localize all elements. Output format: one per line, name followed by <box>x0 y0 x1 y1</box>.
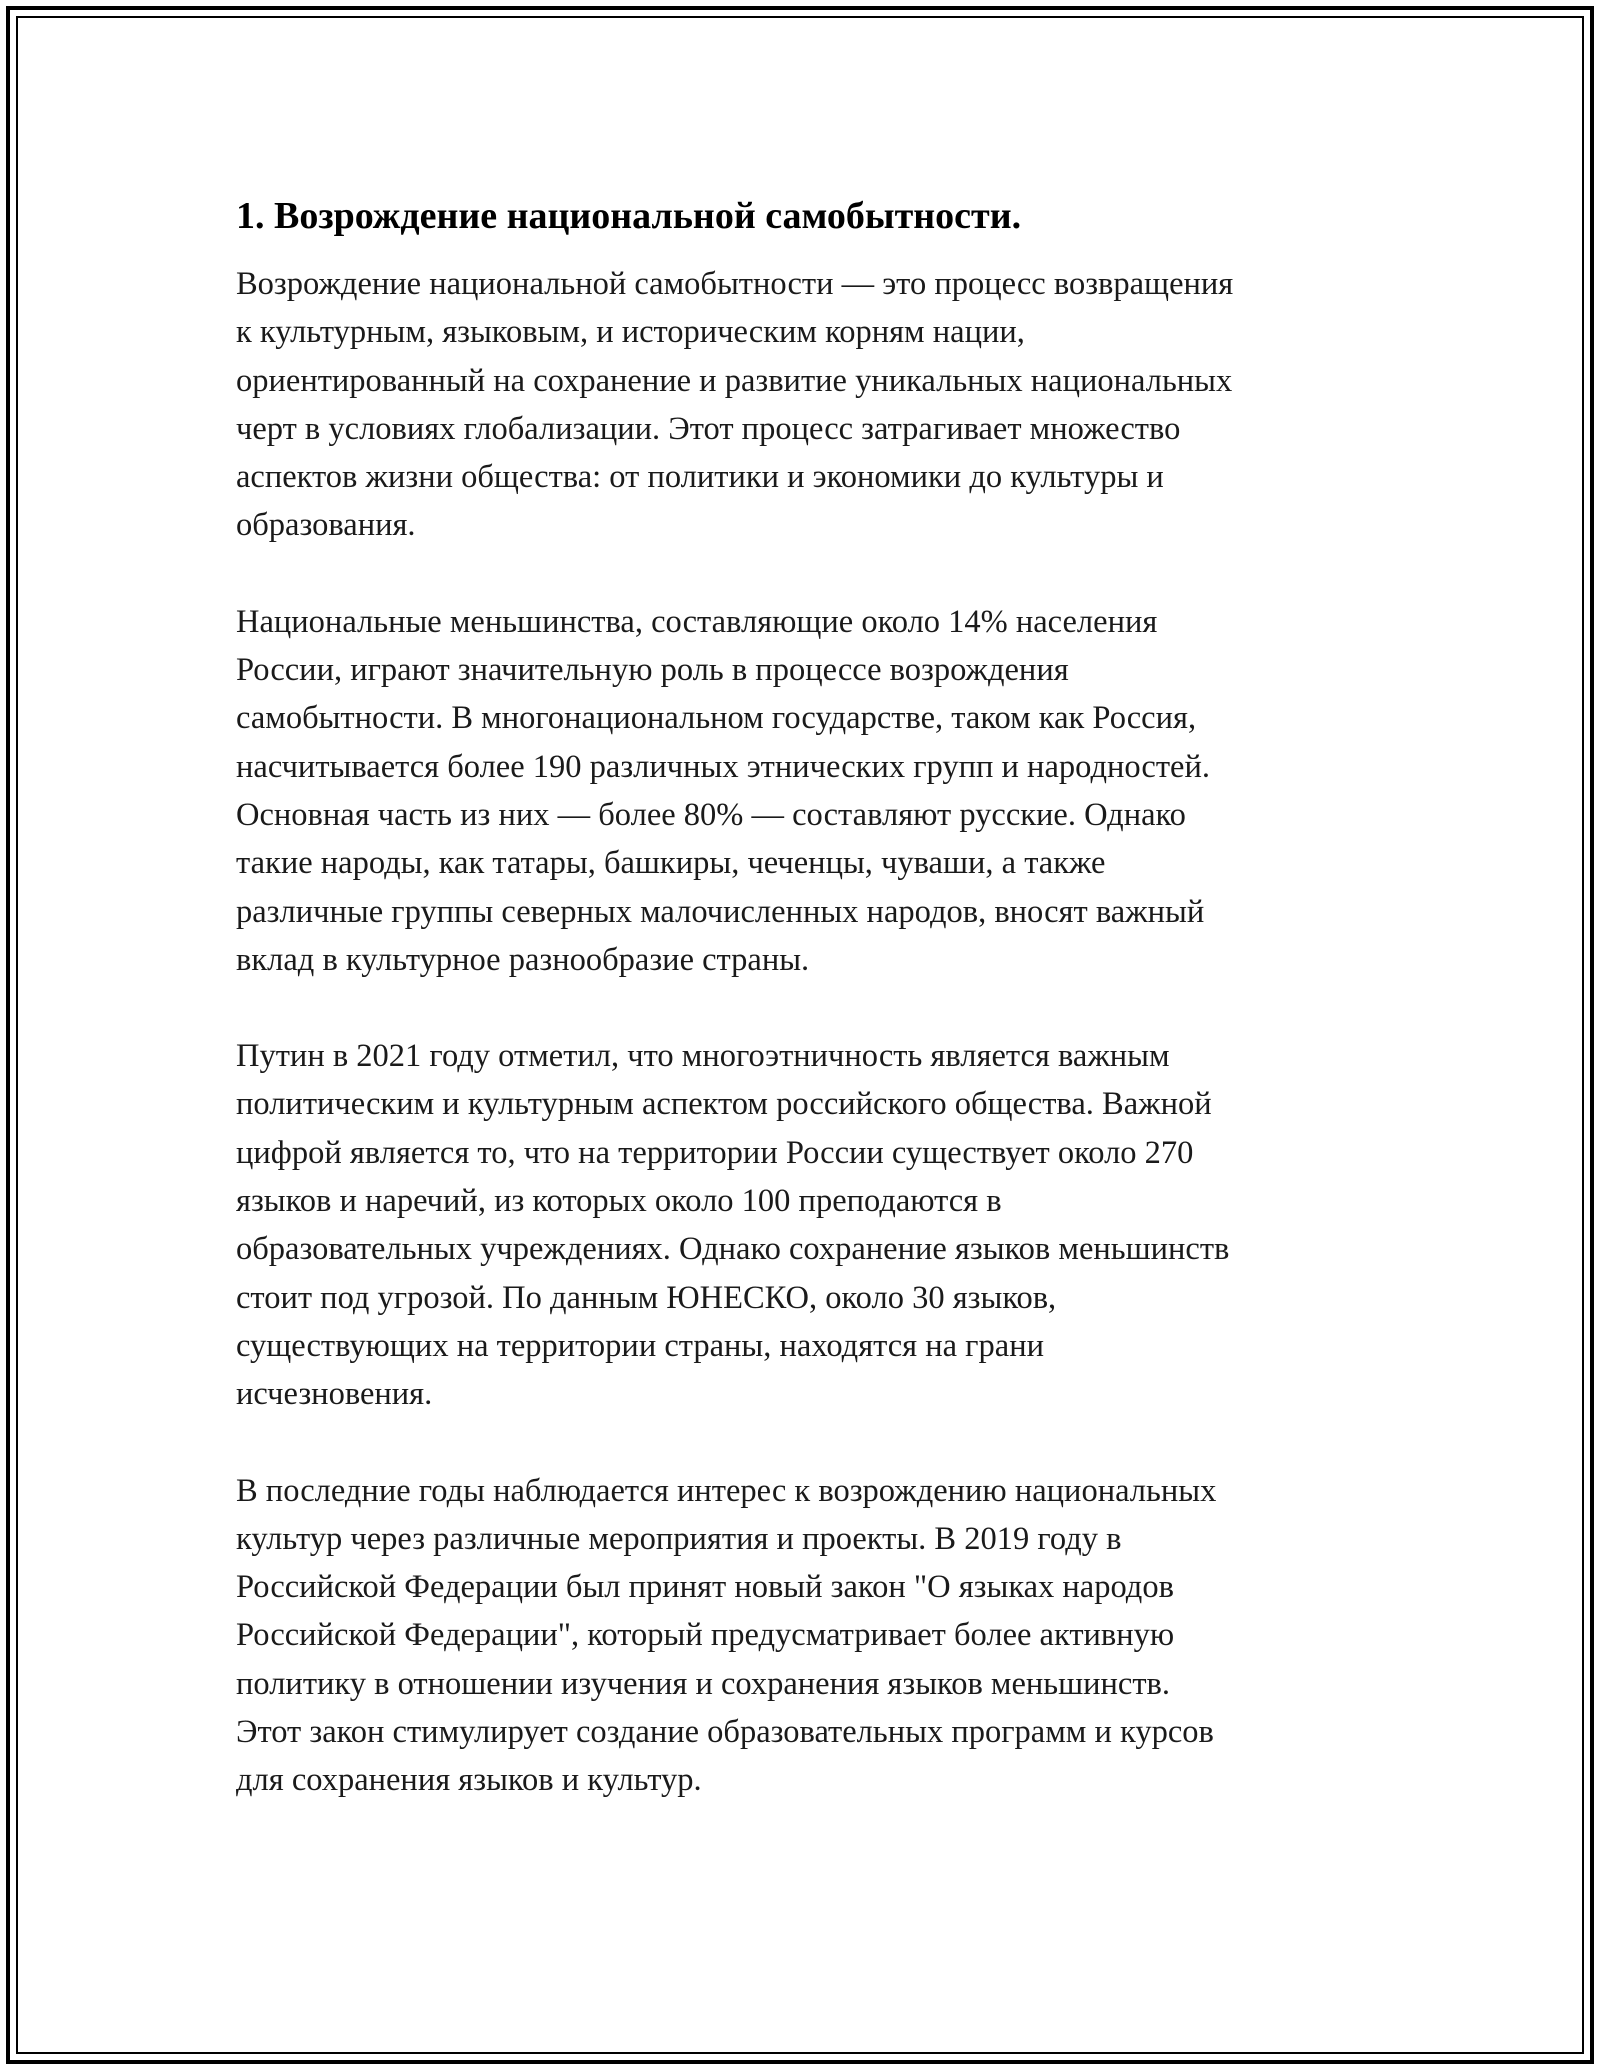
paragraph-line: стоит под угрозой. По данным ЮНЕСКО, около 30 языков, <box>236 1279 1057 1316</box>
paragraph-line: Основная часть из них — более 80% — составляют русские. Однако <box>236 796 1186 833</box>
paragraph-line: исчезновения. <box>236 1376 433 1413</box>
paragraph-line: такие народы, как татары, башкиры, чеченцы, чуваши, а также <box>236 845 1106 882</box>
document-body <box>236 190 1376 1853</box>
paragraph-line: политику в отношении изучения и сохранения языков меньшинств. <box>236 1665 1171 1702</box>
paragraph-line: насчитывается более 190 различных этнических групп и народностей. <box>236 748 1211 785</box>
paragraph-4 <box>236 1467 1376 1805</box>
paragraph-line: России, играют значительную роль в процессе возрождения <box>236 652 1069 689</box>
paragraph-line: Национальные меньшинства, составляющие около 14% населения <box>236 603 1158 640</box>
paragraph-line: политическим и культурным аспектом российского общества. Важной <box>236 1086 1212 1123</box>
paragraph-line: Этот закон стимулирует создание образовательных программ и курсов <box>236 1714 1214 1751</box>
paragraph-line: для сохранения языков и культур. <box>236 1762 702 1799</box>
paragraph-line: вклад в культурное разнообразие страны. <box>236 941 810 978</box>
paragraph-1 <box>236 260 1376 550</box>
section-heading: 1. Возрождение национальной самобытности. <box>236 195 1022 237</box>
paragraph-2 <box>236 598 1376 984</box>
paragraph-line: различные группы северных малочисленных народов, вносят важный <box>236 893 1205 930</box>
paragraph-line: к культурным, языковым, и историческим корням нации, <box>236 314 1025 351</box>
paragraph-line: В последние годы наблюдается интерес к возрождению национальных <box>236 1472 1217 1509</box>
paragraph-line: Российской Федерации", который предусматривает более активную <box>236 1617 1175 1654</box>
paragraph-line: образовательных учреждениях. Однако сохранение языков меньшинств <box>236 1231 1230 1268</box>
paragraph-line: языков и наречий, из которых около 100 преподаются в <box>236 1183 1002 1220</box>
paragraph-line: ориентированный на сохранение и развитие уникальных национальных <box>236 362 1233 399</box>
paragraph-line: Путин в 2021 году отметил, что многоэтничность является важным <box>236 1038 1170 1075</box>
paragraph-line: культур через различные мероприятия и проекты. В 2019 году в <box>236 1520 1122 1557</box>
paragraph-line: существующих на территории страны, находятся на грани <box>236 1327 1044 1364</box>
paragraph-line: самобытности. В многонациональном государстве, таком как Россия, <box>236 700 1197 737</box>
paragraph-line: аспектов жизни общества: от политики и экономики до культуры и <box>236 459 1164 496</box>
paragraph-3 <box>236 1032 1376 1418</box>
paragraph-line: Возрождение национальной самобытности — это процесс возвращения <box>236 266 1234 302</box>
paragraph-line: черт в условиях глобализации. Этот процесс затрагивает множество <box>236 410 1181 447</box>
paragraph-line: цифрой является то, что на территории России существует около 270 <box>236 1134 1194 1171</box>
paragraph-line: Российской Федерации был принят новый закон "О языках народов <box>236 1569 1174 1606</box>
paragraph-line: образования. <box>236 507 416 544</box>
